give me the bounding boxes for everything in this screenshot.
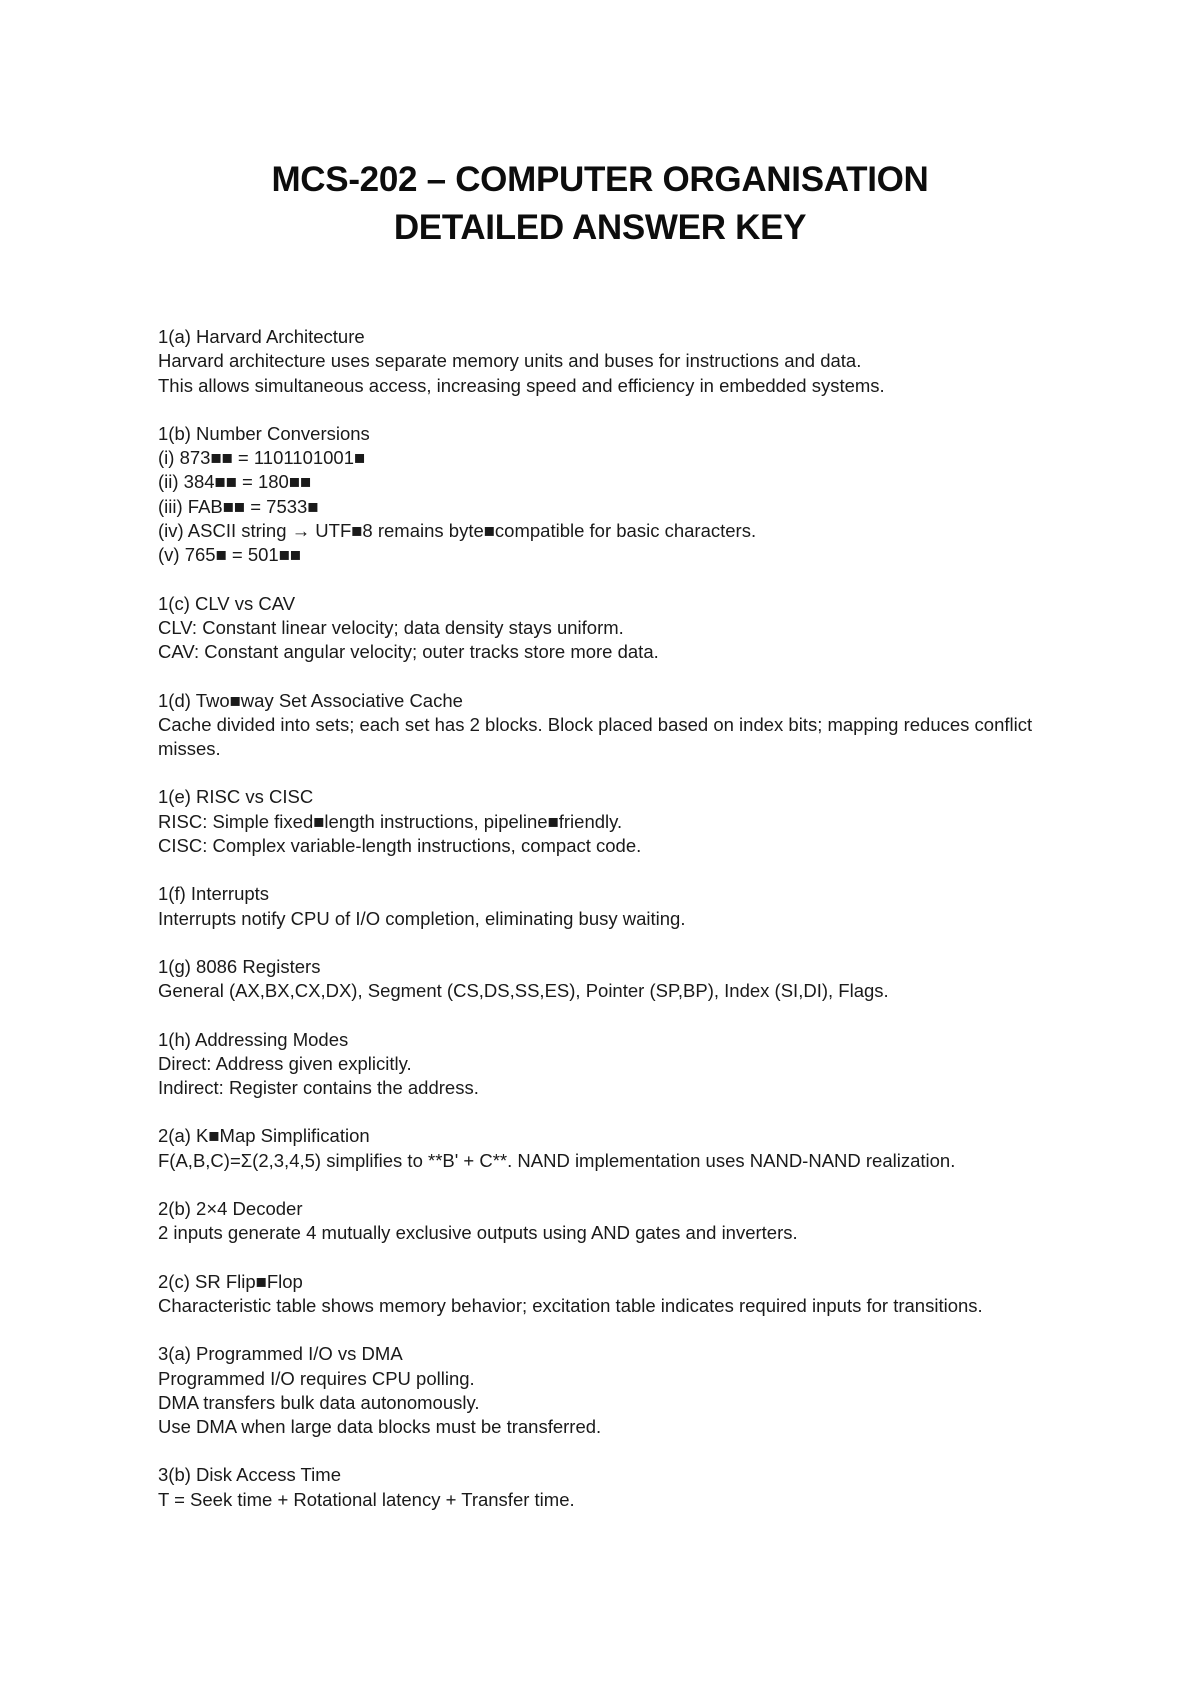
- section-3b-disk-access-time: [158, 1463, 1058, 1512]
- section-1e-risc-vs-cisc: [158, 785, 1058, 858]
- section-heading: 1(d) Two■way Set Associative Cache: [158, 689, 463, 711]
- section-2c-sr-flip-flop: [158, 1270, 1058, 1319]
- section-2a-kmap-simplification: [158, 1124, 1058, 1173]
- section-line: Direct: Address given explicitly.: [158, 1052, 412, 1074]
- section-2b-decoder: [158, 1197, 1058, 1246]
- section-line: General (AX,BX,CX,DX), Segment (CS,DS,SS,ES), Pointer (SP,BP), Index (SI,DI), Flags.: [158, 980, 889, 1002]
- section-line: F(A,B,C)=Σ(2,3,4,5) simplifies to **B' + C**. NAND implementation uses NAND-NAND realization.: [158, 1149, 956, 1171]
- section-line: CAV: Constant angular velocity; outer tracks store more data.: [158, 641, 659, 663]
- section-1a-harvard-architecture: [158, 325, 1058, 398]
- section-line: (v) 765■ = 501■■: [158, 544, 302, 566]
- section-line: CISC: Complex variable-length instructions, compact code.: [158, 835, 642, 857]
- section-heading: 1(f) Interrupts: [158, 883, 270, 905]
- section-line: (iv) ASCII string → UTF■8 remains byte■compatible for basic characters.: [158, 520, 757, 542]
- section-heading: 2(a) K■Map Simplification: [158, 1125, 370, 1147]
- document-title: [0, 156, 1200, 252]
- section-1h-addressing-modes: [158, 1028, 1058, 1101]
- section-line: Programmed I/O requires CPU polling.: [158, 1367, 475, 1389]
- section-line: DMA transfers bulk data autonomously.: [158, 1391, 480, 1413]
- section-line: Characteristic table shows memory behavior; excitation table indicates required inputs for transitions.: [158, 1294, 983, 1316]
- section-line: (i) 873■■ = 1101101001■: [158, 447, 366, 469]
- section-heading: 3(b) Disk Access Time: [158, 1464, 341, 1486]
- section-line: Harvard architecture uses separate memory units and buses for instructions and data.: [158, 350, 862, 372]
- section-heading: 1(g) 8086 Registers: [158, 955, 321, 977]
- section-line: Interrupts notify CPU of I/O completion, eliminating busy waiting.: [158, 907, 686, 929]
- section-heading: 1(h) Addressing Modes: [158, 1028, 349, 1050]
- section-line: Use DMA when large data blocks must be transferred.: [158, 1416, 602, 1438]
- section-heading: 2(c) SR Flip■Flop: [158, 1270, 303, 1292]
- section-1b-number-conversions: [158, 422, 1058, 568]
- section-line: Indirect: Register contains the address.: [158, 1077, 479, 1099]
- section-heading: 1(a) Harvard Architecture: [158, 326, 365, 347]
- section-line: CLV: Constant linear velocity; data density stays uniform.: [158, 616, 624, 638]
- section-line: T = Seek time + Rotational latency + Transfer time.: [158, 1488, 575, 1510]
- section-line: (ii) 384■■ = 180■■: [158, 471, 312, 493]
- section-1c-clv-vs-cav: [158, 592, 1058, 665]
- title-line-1: MCS-202 – COMPUTER ORGANISATION: [271, 160, 929, 199]
- section-heading: 1(c) CLV vs CAV: [158, 592, 296, 614]
- section-line: (iii) FAB■■ = 7533■: [158, 495, 319, 517]
- section-line: Cache divided into sets; each set has 2 blocks. Block placed based on index bits; mapping reduces conflict misses.: [158, 713, 1033, 760]
- section-line: RISC: Simple fixed■length instructions, pipeline■friendly.: [158, 810, 623, 832]
- section-3a-programmed-io-vs-dma: [158, 1342, 1058, 1439]
- section-line: This allows simultaneous access, increasing speed and efficiency in embedded systems.: [158, 374, 885, 396]
- section-1d-set-associative-cache: [158, 689, 1058, 762]
- section-heading: 3(a) Programmed I/O vs DMA: [158, 1343, 403, 1365]
- section-heading: 2(b) 2×4 Decoder: [158, 1198, 303, 1220]
- title-line-2: DETAILED ANSWER KEY: [393, 208, 807, 247]
- section-heading: 1(e) RISC vs CISC: [158, 786, 314, 808]
- section-heading: 1(b) Number Conversions: [158, 422, 370, 444]
- section-line: 2 inputs generate 4 mutually exclusive outputs using AND gates and inverters.: [158, 1222, 798, 1244]
- section-1g-8086-registers: [158, 955, 1058, 1004]
- section-1f-interrupts: [158, 882, 1058, 931]
- answer-content: [158, 325, 1058, 1536]
